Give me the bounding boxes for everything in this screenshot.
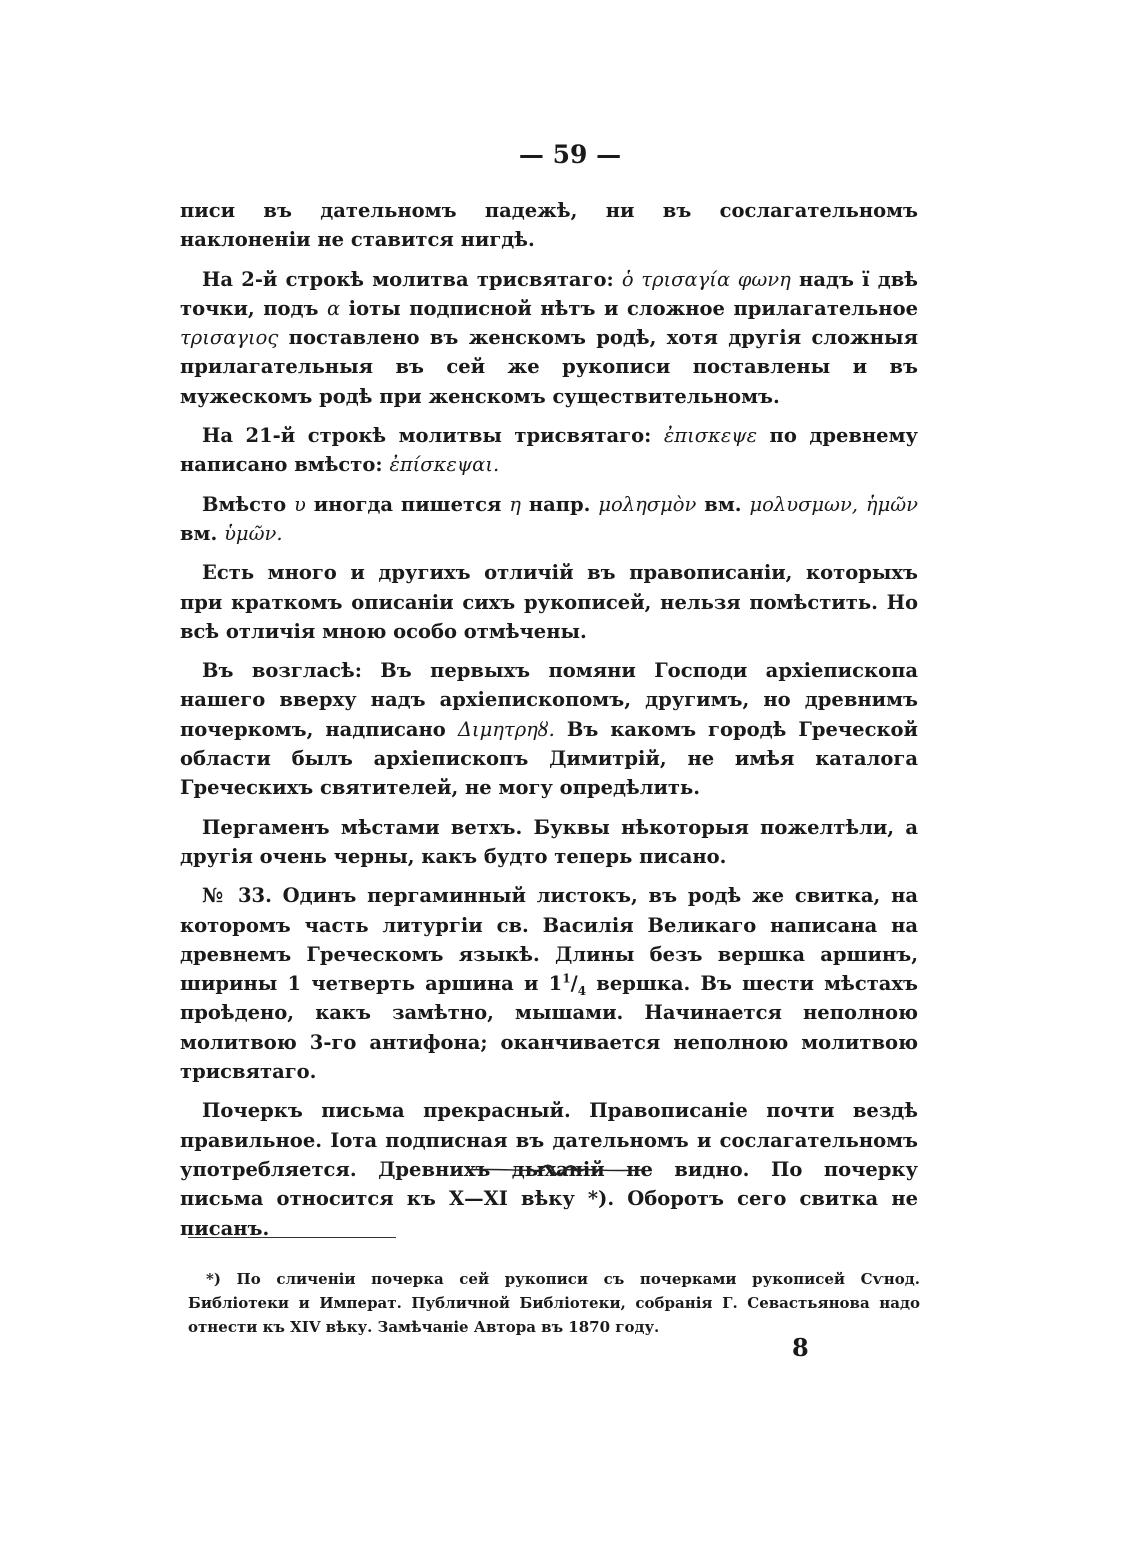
paragraph-1: писи въ дательномъ падежѣ, ни въ сослагательномъ наклоненіи не ставится нигдѣ. (180, 199, 918, 252)
greek-phrase: ἐπισκεψε (663, 424, 758, 448)
greek-phrase: Διμητρηȣ. (457, 717, 555, 741)
text-run: вм. (180, 521, 225, 545)
text-run: іоты подписной нѣтъ и сложное прилагательное (340, 296, 918, 320)
footnote-rule (188, 1237, 396, 1238)
paragraph-6 (180, 656, 918, 802)
text-run: Вмѣсто (202, 492, 294, 516)
text-run: вершка. Въ шести мѣстахъ проѣдено, какъ замѣтно, мышами. Начинается неполною молитвою 3-го антифона; оканчивается неполною молитвою трисвятаго. (180, 972, 918, 1084)
footnote: *) По сличеніи почерка сей рукописи съ почерками рукописей Сѵнод. Библіотеки и Императ. Публичной Библіотеки, собранія Г. Севастьянова надо отнести къ XIV вѣку. Замѣчаніе Автора въ 1870 году. (188, 1270, 920, 1336)
text-run: по древнему написано вмѣсто: (180, 424, 919, 477)
greek-phrase: ὁ τρισαγία φωνη (621, 267, 791, 291)
paragraph-5: Есть много и другихъ отличій въ правописаніи, которыхъ при краткомъ описаніи сихъ рукописей, нельзя помѣстить. Но всѣ отличія мною особо отмѣчены. (180, 561, 918, 643)
paragraph-9: Почеркъ письма прекрасный. Правописаніе почти вездѣ правильное. Іота подписная въ дательномъ и сослагательномъ употребляется. Древнихъ дыханій не видно. По почерку письма относится къ X—XI вѣку *). Оборотъ сего свитка не писанъ. (180, 1099, 918, 1240)
ornament-divider (465, 1158, 645, 1182)
text-run: напр. (520, 492, 599, 516)
paragraph-2 (180, 265, 918, 411)
greek-phrase: τρισαγιος (180, 326, 279, 350)
greek-phrase: μολησμὸν (598, 492, 697, 516)
text-run: № 33. Одинъ пергаминный листокъ, въ родѣ же свитка, на которомъ часть литургіи св. Василія Великаго написана на древнемъ Греческомъ языкѣ. Длины безъ вершка аршинъ, ширины 1 четверть аршина и 1 (180, 884, 918, 996)
text-run: надъ ї двѣ точки, подъ (180, 267, 918, 320)
greek-phrase: ἡμῶν (865, 492, 919, 516)
page-number: — 59 — (518, 140, 622, 169)
fraction-slash: / (570, 972, 578, 996)
fraction-numerator: 1 (562, 971, 571, 986)
greek-phrase: υ (293, 492, 306, 516)
text-run: поставлено въ женскомъ родѣ, хотя другія сложныя прилагательныя въ сей же рукописи поставлены и въ мужескомъ родѣ при женскомъ существительномъ. (180, 326, 918, 408)
fraction-denominator: 4 (577, 984, 587, 999)
text-run: иногда пишется (305, 492, 510, 516)
greek-phrase: ὑμῶν. (224, 521, 283, 545)
paragraph-7: Пергаменъ мѣстами ветхъ. Буквы нѣкоторыя пожелтѣли, а другія очень черны, какъ будто теперь писано. (180, 815, 918, 868)
greek-phrase: ἐπίσκεψαι. (389, 453, 500, 477)
text-run: Въ какомъ городѣ Греческой области былъ архіепископъ Димитрій, не имѣя каталога Греческихъ святителей, не могу опредѣлить. (180, 717, 918, 800)
greek-phrase: μολυσμων, (749, 492, 859, 516)
text-run: вм. (696, 492, 750, 516)
greek-phrase: η (509, 492, 521, 516)
signature-mark: 8 (792, 1333, 809, 1362)
greek-phrase: α (326, 296, 341, 320)
paragraph-4 (180, 490, 918, 549)
paragraph-3 (180, 421, 918, 480)
text-run (858, 493, 866, 516)
paragraph-8 (180, 881, 918, 1086)
text-run: На 21-й строкѣ молитвы трисвятаго: (202, 424, 664, 448)
text-run: Въ возгласѣ: Въ первыхъ помяни Господи архіепископа нашего вверху надъ архіепископомъ, другимъ, но древнимъ почеркомъ, надписано (180, 659, 918, 741)
text-run: На 2-й строкѣ молитва трисвятаго: (202, 267, 622, 291)
body-text (180, 196, 918, 1253)
